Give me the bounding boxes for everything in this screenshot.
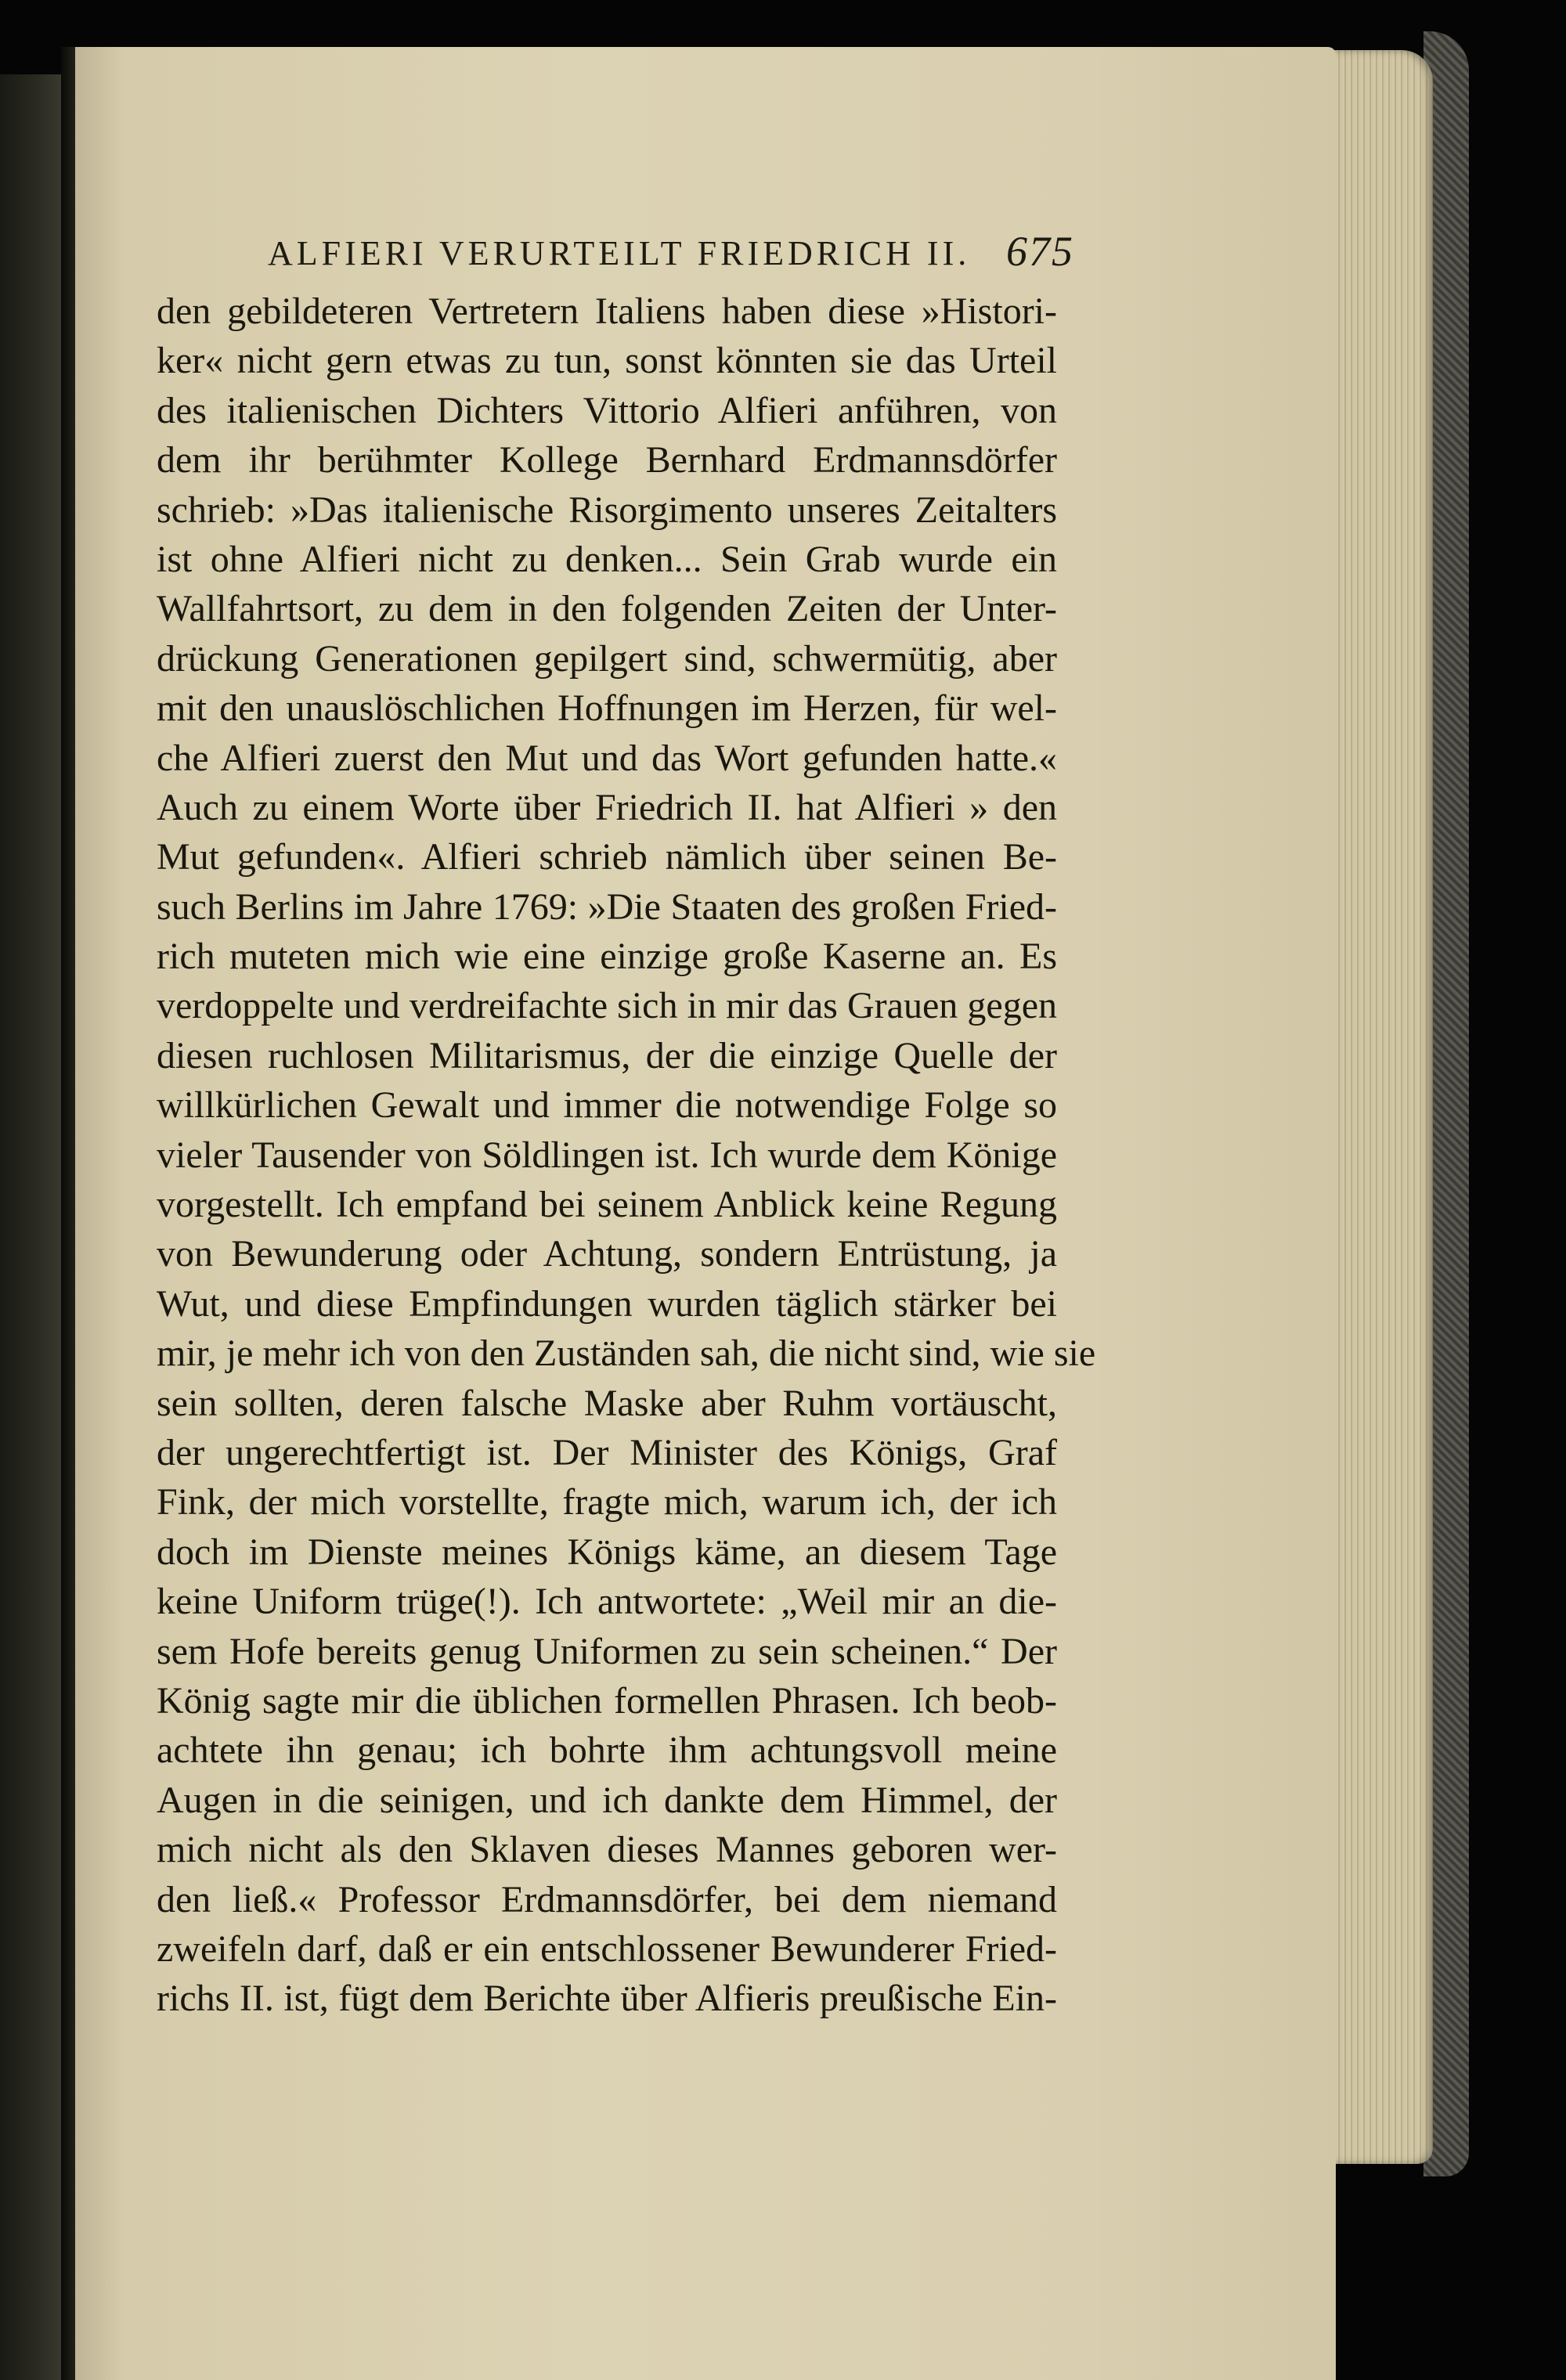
text-line: Augen in die seinigen, und ich dankte dem Himmel, der <box>157 1779 1057 1821</box>
text-line: verdoppelte und verdreifachte sich in mir das Grauen gegen <box>157 985 1057 1027</box>
text-line: rich muteten mich wie eine einzige große Kaserne an. Es <box>157 936 1057 978</box>
text-line: Mut gefunden«. Alfieri schrieb nämlich über seinen Be- <box>157 836 1057 878</box>
page-number: 675 <box>1006 228 1074 275</box>
text-line: keine Uniform trüge(!). Ich antwortete: „Weil mir an die- <box>157 1581 1057 1623</box>
previous-page-edge <box>0 74 61 2380</box>
text-line: vieler Tausender von Söldlingen ist. Ich wurde dem Könige <box>157 1134 1057 1176</box>
text-line: drückung Generationen gepilgert sind, schwermütig, aber <box>157 637 1057 680</box>
text-line: den gebildeteren Vertretern Italiens haben diese »Histori- <box>157 290 1057 332</box>
text-line: Auch zu einem Worte über Friedrich II. hat Alfieri » den <box>157 786 1057 828</box>
text-line: von Bewunderung oder Achtung, sondern Entrüstung, ja <box>157 1233 1057 1275</box>
text-line: such Berlins im Jahre 1769: »Die Staaten des großen Fried- <box>157 885 1057 928</box>
text-line: König sagte mir die üblichen formellen Phrasen. Ich beob- <box>157 1679 1057 1722</box>
text-line: den ließ.« Professor Erdmannsdörfer, bei dem niemand <box>157 1878 1057 1920</box>
text-line: der ungerechtfertigt ist. Der Minister des Königs, Graf <box>157 1431 1057 1473</box>
text-line: achtete ihn genau; ich bohrte ihm achtungsvoll meine <box>157 1729 1057 1772</box>
page-header <box>268 227 1074 290</box>
text-line: diesen ruchlosen Militarismus, der die einzige Quelle der <box>157 1034 1057 1076</box>
text-line: richs II. ist, fügt dem Berichte über Alfieris preußische Ein- <box>157 1978 1057 2020</box>
text-line: des italienischen Dichters Vittorio Alfieri anführen, von <box>157 389 1057 431</box>
text-line: Wut, und diese Empfindungen wurden täglich stärker bei <box>157 1282 1057 1325</box>
text-line: sein sollten, deren falsche Maske aber Ruhm vortäuscht, <box>157 1382 1057 1424</box>
text-line: Wallfahrtsort, zu dem in den folgenden Zeiten der Unter- <box>157 588 1057 630</box>
body-text <box>157 287 1096 2024</box>
text-line: vorgestellt. Ich empfand bei seinem Anblick keine Regung <box>157 1184 1057 1226</box>
page-stack-edges <box>1323 50 1433 2164</box>
text-line: dem ihr berühmter Kollege Bernhard Erdmannsdörfer <box>157 439 1057 481</box>
text-line: zweifeln darf, daß er ein entschlossener Bewunderer Fried- <box>157 1927 1057 1970</box>
running-head: ALFIERI VERURTEILT FRIEDRICH II. <box>268 234 971 272</box>
text-line: Fink, der mich vorstellte, fragte mich, warum ich, der ich <box>157 1481 1057 1524</box>
text-line: mit den unauslöschlichen Hoffnungen im Herzen, für wel- <box>157 687 1057 730</box>
text-line: che Alfieri zuerst den Mut und das Wort gefunden hatte.« <box>157 737 1057 779</box>
text-line: willkürlichen Gewalt und immer die notwendige Folge so <box>157 1084 1057 1127</box>
text-line: schrieb: »Das italienische Risorgimento unseres Zeitalters <box>157 489 1057 531</box>
text-line: doch im Dienste meines Königs käme, an diesem Tage <box>157 1531 1057 1573</box>
text-line: mich nicht als den Sklaven dieses Mannes geboren wer- <box>157 1829 1057 1871</box>
text-line: mir, je mehr ich von den Zuständen sah, die nicht sind, wie sie <box>157 1332 1096 1375</box>
text-line: ist ohne Alfieri nicht zu denken... Sein Grab wurde ein <box>157 538 1057 580</box>
text-line: ker« nicht gern etwas zu tun, sonst könnten sie das Urteil <box>157 340 1057 382</box>
text-line: sem Hofe bereits genug Uniformen zu sein scheinen.“ Der <box>157 1630 1057 1672</box>
